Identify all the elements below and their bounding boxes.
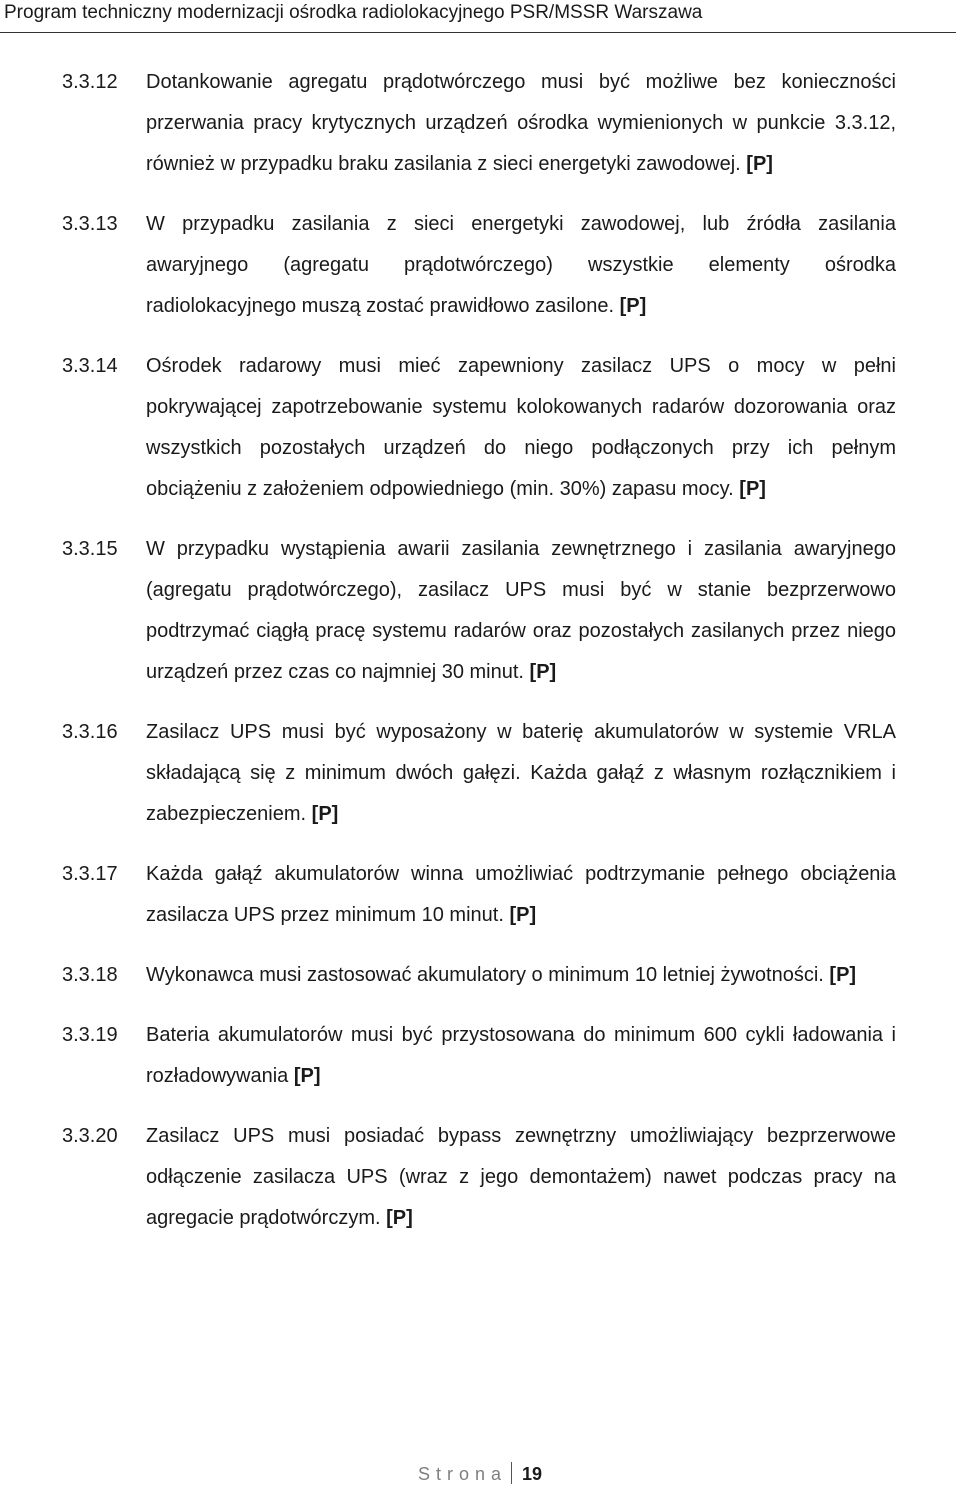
paragraph-number: 3.3.12 <box>62 71 118 93</box>
paragraph-number: 3.3.13 <box>62 213 118 235</box>
requirement-paragraph <box>62 346 896 510</box>
paragraph-text: W przypadku wystąpienia awarii zasilania zewnętrznego i zasilania awaryjnego (agregatu prądotwórczego), zasilacz UPS musi być w stanie bezprzerwowo podtrzymać ciągłą pracę systemu radarów oraz pozostałych zasilanych przez niego urządzeń przez czas co najmniej 30 minut. <box>146 538 896 683</box>
page-number: 19 <box>522 1464 543 1484</box>
paragraph-text: Wykonawca musi zastosować akumulatory o minimum 10 letniej żywotności. <box>146 964 824 986</box>
document-body <box>62 62 896 1258</box>
paragraph-number: 3.3.14 <box>62 355 118 377</box>
priority-tag: [P] <box>746 153 773 175</box>
paragraph-text: Dotankowanie agregatu prądotwórczego musi być możliwe bez konieczności przerwania pracy krytycznych urządzeń ośrodka wymienionych w punkcie 3.3.12, również w przypadku braku zasilania z sieci energetyki zawodowej. <box>146 71 896 175</box>
footer-divider <box>511 1462 512 1484</box>
paragraph-number: 3.3.19 <box>62 1024 118 1046</box>
paragraph-text: Zasilacz UPS musi być wyposażony w baterię akumulatorów w systemie VRLA składającą się z minimum dwóch gałęzi. Każda gałąź z własnym rozłącznikiem i zabezpieczeniem. <box>146 721 896 825</box>
requirement-paragraph <box>62 854 896 936</box>
requirement-paragraph <box>62 1116 896 1239</box>
priority-tag: [P] <box>311 803 339 825</box>
paragraph-text: Każda gałąź akumulatorów winna umożliwiać podtrzymanie pełnego obciążenia zasilacza UPS przez minimum 10 minut. <box>146 863 896 926</box>
header-divider <box>0 32 956 33</box>
requirement-paragraph <box>62 955 896 996</box>
paragraph-text: W przypadku zasilania z sieci energetyki zawodowej, lub źródła zasilania awaryjnego (agregatu prądotwórczego) wszystkie elementy ośrodka radiolokacyjnego muszą zostać prawidłowo zasilone. <box>146 213 896 317</box>
priority-tag: [P] <box>619 295 647 317</box>
priority-tag: [P] <box>509 904 537 926</box>
priority-tag: [P] <box>829 964 857 986</box>
requirement-paragraph <box>62 1015 896 1097</box>
priority-tag: [P] <box>293 1065 321 1087</box>
paragraph-text: Ośrodek radarowy musi mieć zapewniony zasilacz UPS o mocy w pełni pokrywającej zapotrzebowanie systemu kolokowanych radarów dozorowania oraz wszystkich pozostałych urządzeń do niego podłączonych przy ich pełnym obciążeniu z założeniem odpowiedniego (min. 30%) zapasu mocy. <box>146 355 896 500</box>
requirement-paragraph <box>62 712 896 835</box>
requirement-paragraph <box>62 529 896 693</box>
paragraph-text: Zasilacz UPS musi posiadać bypass zewnętrzny umożliwiający bezprzerwowe odłączenie zasilacza UPS (wraz z jego demontażem) nawet podczas pracy na agregacie prądotwórczym. <box>146 1125 896 1229</box>
priority-tag: [P] <box>386 1207 413 1229</box>
paragraph-number: 3.3.16 <box>62 721 118 743</box>
paragraph-number: 3.3.15 <box>62 538 118 560</box>
priority-tag: [P] <box>739 478 766 500</box>
paragraph-number: 3.3.18 <box>62 964 118 986</box>
requirement-paragraph <box>62 62 896 185</box>
header-title: Program techniczny modernizacji ośrodka radiolokacyjnego PSR/MSSR Warszawa <box>4 2 703 23</box>
priority-tag: [P] <box>529 661 557 683</box>
page-footer <box>0 1462 960 1490</box>
paragraph-number: 3.3.17 <box>62 863 118 885</box>
paragraph-text: Bateria akumulatorów musi być przystosowana do minimum 600 cykli ładowania i rozładowywania <box>146 1024 896 1087</box>
requirement-paragraph <box>62 204 896 327</box>
page-label: Strona <box>417 1464 507 1484</box>
paragraph-number: 3.3.20 <box>62 1125 118 1147</box>
page-header <box>0 0 960 34</box>
